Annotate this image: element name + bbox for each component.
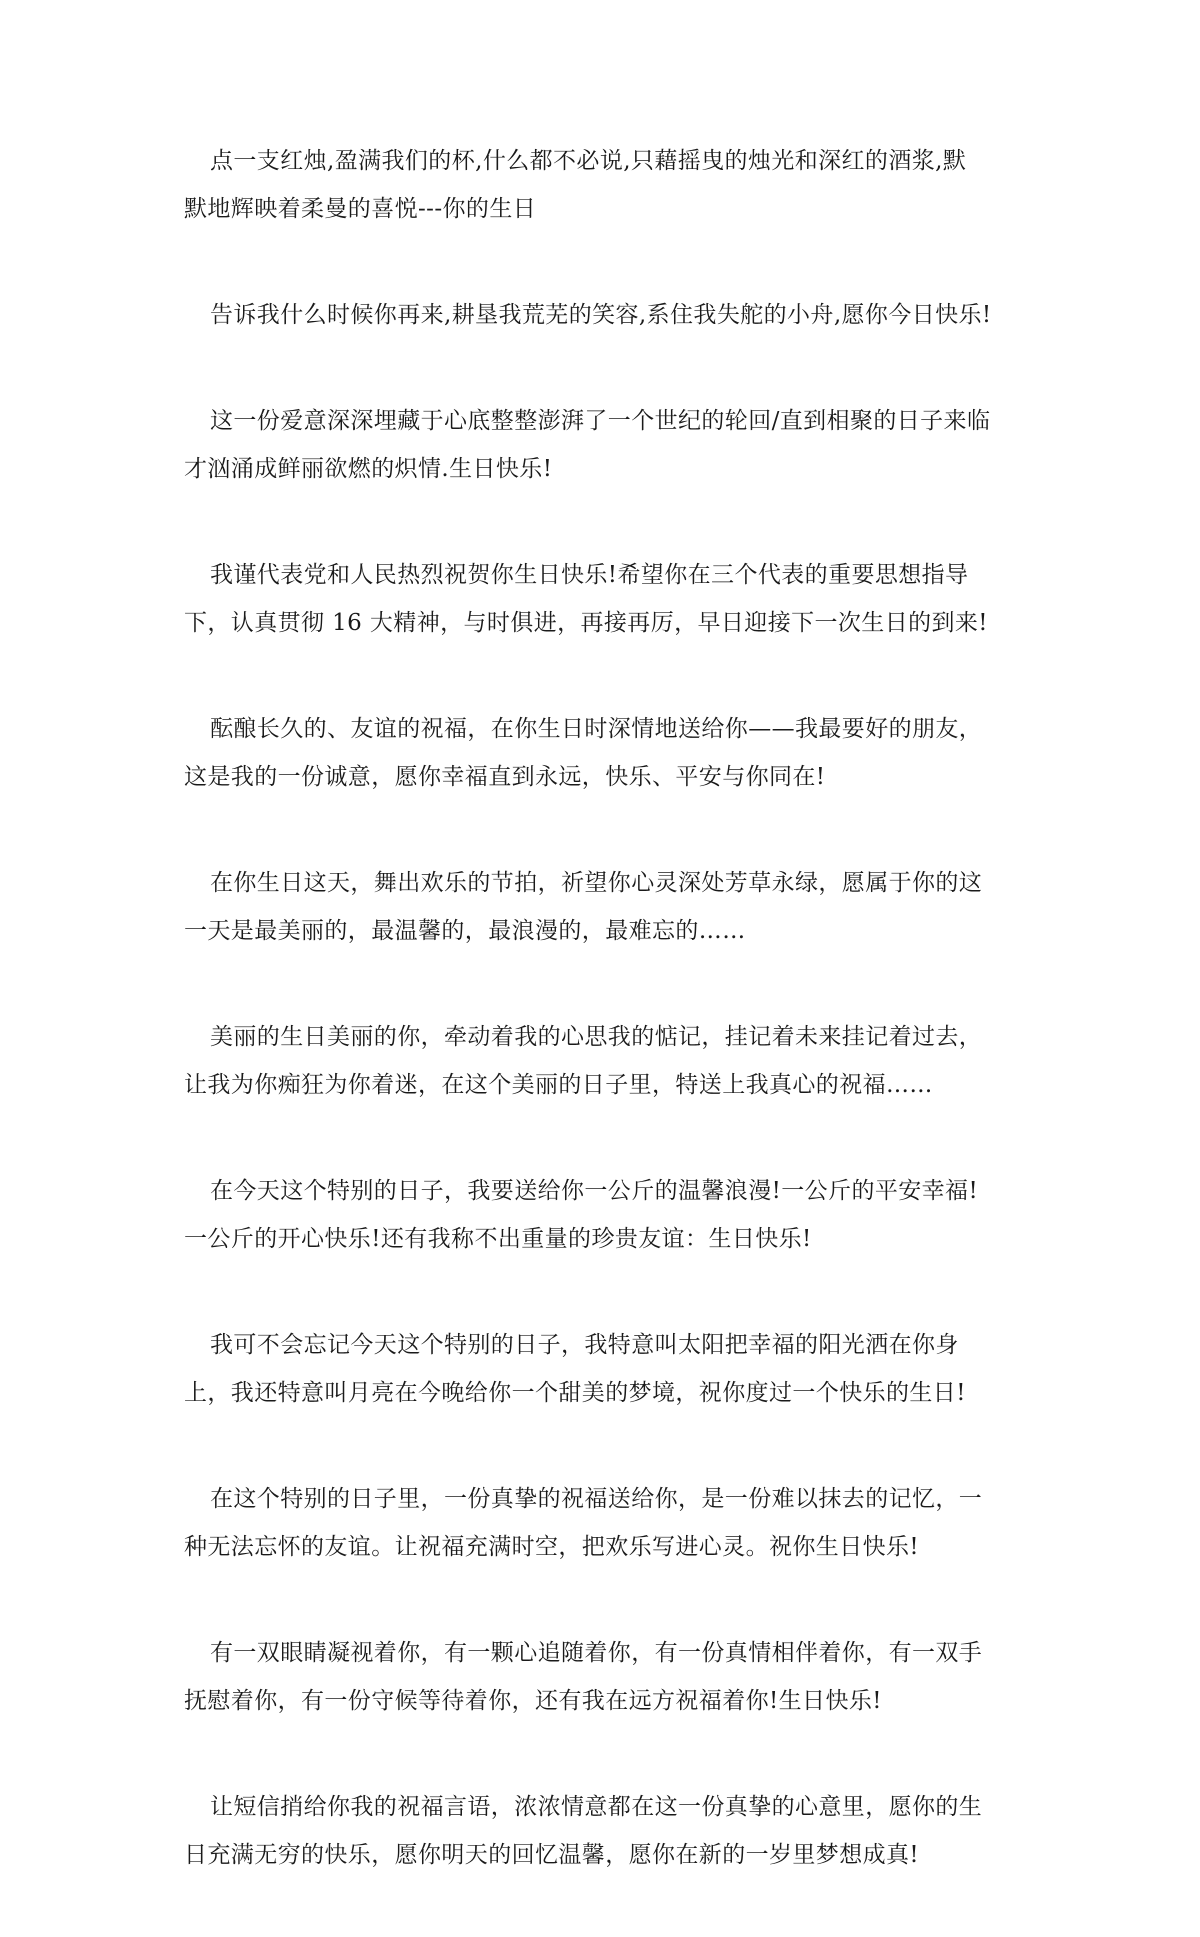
paragraph-3 xyxy=(184,397,1026,493)
paragraph-line: 点一支红烛,盈满我们的杯,什么都不必说,只藉摇曳的烛光和深红的酒浆,默 xyxy=(210,148,967,174)
paragraph-line: 这一份爱意深深埋藏于心底整整澎湃了一个世纪的轮回/直到相聚的日子来临 xyxy=(210,408,991,434)
paragraph-line: 一天是最美丽的，最温馨的，最浪漫的，最难忘的…… xyxy=(184,918,746,944)
paragraph-line: 酝酿长久的、友谊的祝福，在你生日时深情地送给你——我最要好的朋友， xyxy=(210,716,983,742)
paragraph-7 xyxy=(184,1013,1026,1109)
paragraph-8 xyxy=(184,1167,1026,1263)
paragraph-line: 默地辉映着柔曼的喜悦---你的生日 xyxy=(184,196,537,222)
paragraph-line: 美丽的生日美丽的你，牵动着我的心思我的惦记，挂记着未来挂记着过去， xyxy=(210,1024,983,1050)
paragraph-line: 抚慰着你，有一份守候等待着你，还有我在远方祝福着你!生日快乐! xyxy=(184,1688,882,1714)
paragraph-line: 告诉我什么时候你再来,耕垦我荒芜的笑容,系住我失舵的小舟,愿你今日快乐! xyxy=(210,302,992,328)
paragraph-11 xyxy=(184,1629,1026,1725)
paragraph-line: 让短信捎给你我的祝福言语，浓浓情意都在这一份真挚的心意里，愿你的生 xyxy=(210,1794,983,1820)
paragraph-line: 让我为你痴狂为你着迷，在这个美丽的日子里，特送上我真心的祝福…… xyxy=(184,1072,933,1098)
paragraph-5 xyxy=(184,705,1026,801)
paragraph-line: 有一双眼睛凝视着你，有一颗心追随着你，有一份真情相伴着你，有一双手 xyxy=(210,1640,983,1666)
paragraph-line: 在今天这个特别的日子，我要送给你一公斤的温馨浪漫!一公斤的平安幸福! xyxy=(210,1178,979,1204)
paragraph-1 xyxy=(184,137,1026,233)
paragraph-line: 这是我的一份诚意，愿你幸福直到永远，快乐、平安与你同在! xyxy=(184,764,826,790)
paragraph-4 xyxy=(184,551,1026,647)
document-page xyxy=(184,137,1026,1937)
paragraph-6 xyxy=(184,859,1026,955)
paragraph-9 xyxy=(184,1321,1026,1417)
paragraph-line: 上，我还特意叫月亮在今晚给你一个甜美的梦境，祝你度过一个快乐的生日! xyxy=(184,1380,966,1406)
paragraph-line: 种无法忘怀的友谊。让祝福充满时空，把欢乐写进心灵。祝你生日快乐! xyxy=(184,1534,920,1560)
paragraph-line: 在你生日这天，舞出欢乐的节拍，祈望你心灵深处芳草永绿，愿属于你的这 xyxy=(210,870,983,896)
paragraph-12 xyxy=(184,1783,1026,1879)
paragraph-line: 一公斤的开心快乐!还有我称不出重量的珍贵友谊：生日快乐! xyxy=(184,1226,812,1252)
paragraph-line: 在这个特别的日子里，一份真挚的祝福送给你，是一份难以抹去的记忆，一 xyxy=(210,1486,983,1512)
paragraph-line: 下，认真贯彻 16 大精神，与时俱进，再接再厉，早日迎接下一次生日的到来! xyxy=(184,610,988,636)
paragraph-line: 我谨代表党和人民热烈祝贺你生日快乐!希望你在三个代表的重要思想指导 xyxy=(210,562,969,588)
paragraph-2 xyxy=(184,291,1026,339)
paragraph-line: 日充满无穷的快乐，愿你明天的回忆温馨，愿你在新的一岁里梦想成真! xyxy=(184,1842,920,1868)
paragraph-line: 才汹涌成鲜丽欲燃的炽情.生日快乐! xyxy=(184,456,553,482)
paragraph-10 xyxy=(184,1475,1026,1571)
paragraph-line: 我可不会忘记今天这个特别的日子，我特意叫太阳把幸福的阳光洒在你身 xyxy=(210,1332,959,1358)
